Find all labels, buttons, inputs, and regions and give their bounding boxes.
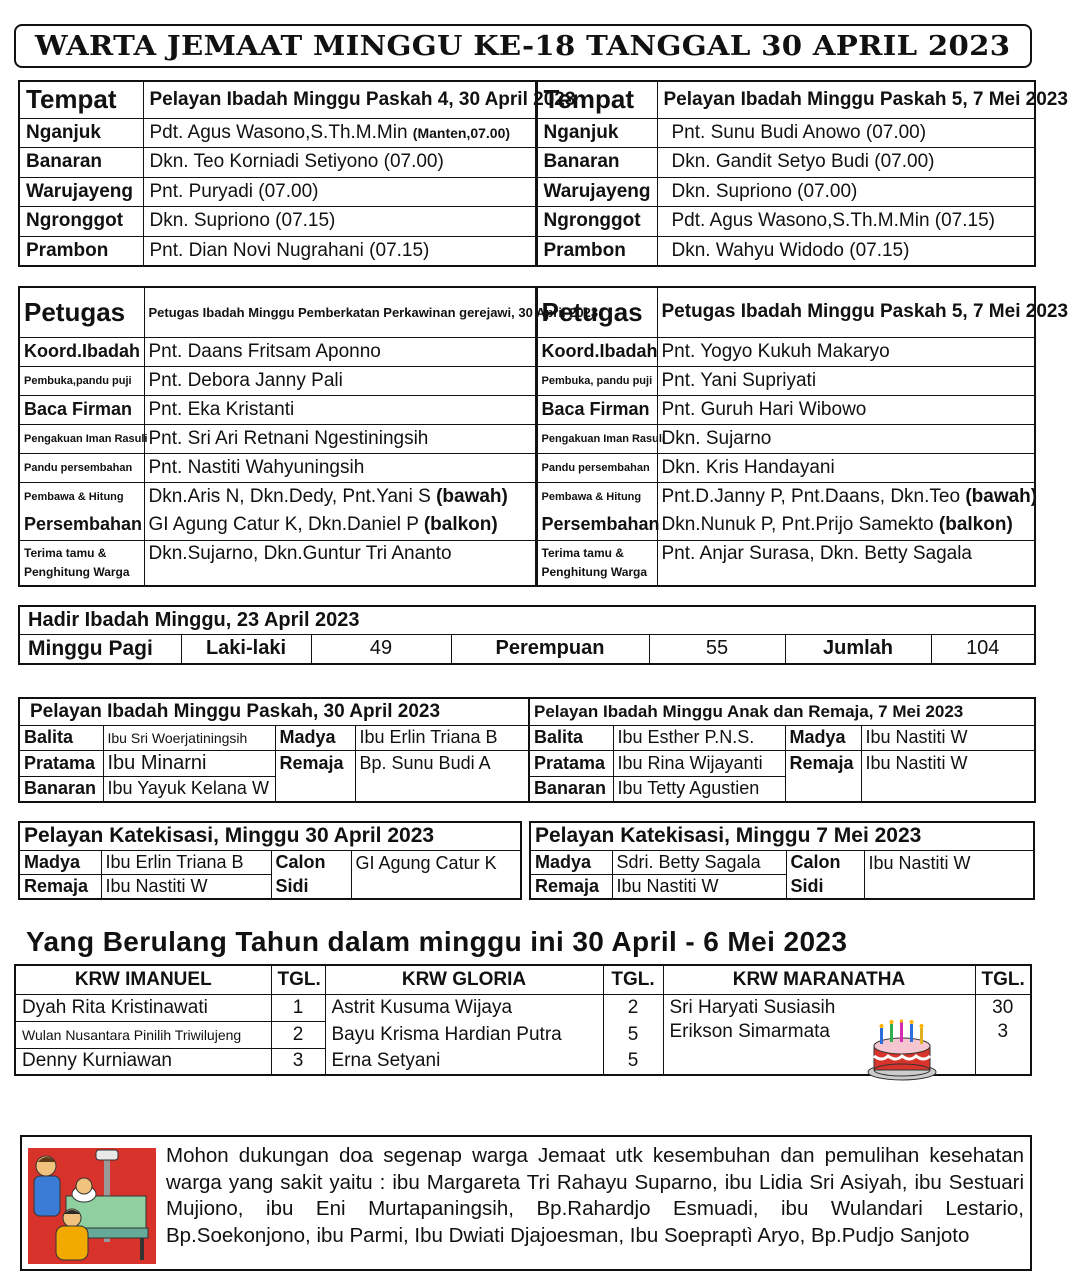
location: Ngronggot	[536, 207, 657, 237]
petugas-row	[19, 424, 1035, 453]
tgl-header: TGL.	[975, 965, 1031, 994]
value: Bp. Sunu Budi A	[355, 751, 529, 802]
total-count: 104	[931, 634, 1035, 664]
name: Bayu Krisma Hardian Putra	[325, 1021, 603, 1048]
katekisasi-title: Pelayan Katekisasi, Minggu 30 April 2023	[19, 822, 521, 850]
petugas-desc-left: Petugas Ibadah Minggu Pemberkatan Perkawinan gerejawi, 30 April 2023	[144, 287, 536, 337]
katekisasi-title: Pelayan Katekisasi, Minggu 7 Mei 2023	[530, 822, 1034, 850]
officer: Pnt. Guruh Hari Wibowo	[657, 395, 1035, 424]
pelayan: Dkn. Supriono (07.00)	[657, 177, 1035, 207]
location: Prambon	[19, 236, 143, 266]
role-label: Terima tamu & Penghitung Warga	[19, 540, 144, 586]
petugas-row	[19, 366, 1035, 395]
katekisasi-left	[18, 821, 522, 900]
label-pratama: Pratama	[529, 751, 613, 777]
role-label: Pembuka, pandu puji	[536, 366, 657, 395]
pelayan-anak-right	[528, 697, 1036, 803]
label-sidi: Sidi	[271, 875, 351, 900]
label-banaran: Banaran	[529, 776, 613, 802]
date: 2	[603, 994, 663, 1021]
location: Prambon	[536, 236, 657, 266]
role-label: Koord.Ibadah	[19, 337, 144, 366]
date: 2	[271, 1021, 325, 1048]
value: Ibu Rina Wijayanti	[613, 751, 785, 777]
date: 1	[271, 994, 325, 1021]
role-label: Pandu persembahan	[536, 453, 657, 482]
value: Ibu Nastiti W	[861, 751, 1035, 802]
label-remaja: Remaja	[275, 751, 355, 802]
petugas-row	[19, 453, 1035, 482]
location: Nganjuk	[19, 118, 143, 148]
pelayan: Dkn. Wahyu Widodo (07.15)	[657, 236, 1035, 266]
label-calon: Calon	[271, 850, 351, 875]
pelayan: Pdt. Agus Wasono,S.Th.M.Min (07.15)	[657, 207, 1035, 237]
female-count: 55	[649, 634, 785, 664]
pelayan-title: Pelayan Ibadah Minggu Anak dan Remaja, 7 Mei 2023	[529, 698, 1035, 725]
role-label: Pengakuan Iman Rasuli	[536, 424, 657, 453]
tempat-row	[19, 118, 1035, 148]
location: Banaran	[536, 148, 657, 178]
value: Ibu Nastiti W	[101, 875, 271, 900]
officer: Pnt.D.Janny P, Pnt.Daans, Dkn.Teo (bawah) Dkn.Nunuk P, Pnt.Prijo Samekto (balkon)	[657, 482, 1035, 540]
total-label: Jumlah	[785, 634, 931, 664]
officer: Pnt. Daans Fritsam Aponno	[144, 337, 536, 366]
value: Ibu Minarni	[103, 751, 275, 777]
officer: Pnt. Anjar Surasa, Dkn. Betty Sagala	[657, 540, 1035, 586]
tgl-header: TGL.	[271, 965, 325, 994]
name: Wulan Nusantara Pinilih Triwilujeng	[15, 1021, 271, 1048]
location: Warujayeng	[19, 177, 143, 207]
tempat-header-right: Tempat	[536, 81, 657, 118]
officer: Pnt. Yani Supriyati	[657, 366, 1035, 395]
tempat-row	[19, 236, 1035, 266]
value: Ibu Nastiti W	[861, 725, 1035, 751]
krw-gloria-header: KRW GLORIA	[325, 965, 603, 994]
value: Ibu Tetty Agustien	[613, 776, 785, 802]
name: Erikson Simarmata	[663, 1021, 975, 1048]
name: Astrit Kusuma Wijaya	[325, 994, 603, 1021]
tempat-desc-right: Pelayan Ibadah Minggu Paskah 5, 7 Mei 2023	[657, 81, 1035, 118]
pelayan-note: (Manten,07.00)	[412, 124, 511, 141]
value: Ibu Nastiti W	[612, 875, 786, 900]
role-label: Pengakuan Iman Rasuli	[19, 424, 144, 453]
birthday-cake-icon	[866, 1020, 938, 1082]
value: GI Agung Catur K	[351, 850, 521, 899]
pelayan: Dkn. Teo Korniadi Setiyono (07.00)	[143, 148, 536, 178]
hadir-title: Hadir Ibadah Minggu, 23 April 2023	[19, 606, 1035, 634]
label-calon: Calon	[786, 850, 864, 875]
tempat-row	[19, 148, 1035, 178]
date: 5	[603, 1021, 663, 1048]
role-label: Koord.Ibadah	[536, 337, 657, 366]
name: Erna Setyani	[325, 1048, 603, 1075]
value: Ibu Sri Woerjatiningsih	[103, 725, 275, 751]
officer: Pnt. Eka Kristanti	[144, 395, 536, 424]
label-madya: Madya	[275, 725, 355, 751]
location: Banaran	[19, 148, 143, 178]
krw-maranatha-header: KRW MARANATHA	[663, 965, 975, 994]
date: 3	[271, 1048, 325, 1075]
role-label: Terima tamu & Penghitung Warga	[536, 540, 657, 586]
hospital-patient-icon	[26, 1140, 158, 1266]
label-pratama: Pratama	[19, 751, 103, 777]
pelayan-anak-left	[18, 697, 530, 803]
petugas-row-terima	[19, 540, 1035, 586]
tempat-row	[19, 177, 1035, 207]
date: 30	[975, 994, 1031, 1021]
prayer-text: Mohon dukungan doa segenap warga Jemaat utk kesembuhan dan pemulihan kesehatan warga yang sakit yaitu : ibu Margareta Tri Rahayu Suparno, ibu Lidia Sri Asiyah, ibu Sestuari Mujiono, ibu Eni Murtapaningsih, Bp.Rahardjo Esmuadi, ibu Wulandari Lestario, Bp.Soekonjono, ibu Parmi, Ibu Dwiati Djajoesman, Ibu Soepraptì Aryo, Bp.Pudjo Sanjoto	[166, 1144, 1024, 1247]
officer: Pnt. Debora Janny Pali	[144, 366, 536, 395]
role-label: Pembawa & Hitung Persembahan	[536, 482, 657, 540]
value: Sdri. Betty Sagala	[612, 850, 786, 875]
hadir-table	[18, 605, 1036, 665]
label-remaja: Remaja	[785, 751, 861, 802]
petugas-desc-right: Petugas Ibadah Minggu Paskah 5, 7 Mei 2023	[657, 287, 1035, 337]
name: Denny Kurniawan	[15, 1048, 271, 1075]
page-title: WARTA JEMAAT MINGGU KE-18 TANGGAL 30 APRIL 2023	[35, 31, 1011, 62]
male-count: 49	[311, 634, 451, 664]
value: Ibu Yayuk Kelana W	[103, 776, 275, 802]
officer: Pnt. Yogyo Kukuh Makaryo	[657, 337, 1035, 366]
hadir-label: Minggu Pagi	[19, 634, 181, 664]
pelayan: Pdt. Agus Wasono,S.Th.M.Min (Manten,07.00)	[143, 118, 536, 148]
role-label: Pembuka,pandu puji	[19, 366, 144, 395]
date	[975, 1048, 1031, 1075]
krw-imanuel-header: KRW IMANUEL	[15, 965, 271, 994]
pelayan-title: Pelayan Ibadah Minggu Paskah, 30 April 2023	[19, 698, 529, 725]
label-remaja: Remaja	[530, 875, 612, 900]
label-madya: Madya	[785, 725, 861, 751]
tempat-header-left: Tempat	[19, 81, 143, 118]
role-label: Pembawa & Hitung Persembahan	[19, 482, 144, 540]
petugas-header-right: Petugas	[536, 287, 657, 337]
label-balita: Balita	[529, 725, 613, 751]
petugas-row	[19, 337, 1035, 366]
petugas-table	[18, 286, 1068, 587]
pelayan: Dkn. Gandit Setyo Budi (07.00)	[657, 148, 1035, 178]
female-label: Perempuan	[451, 634, 649, 664]
value: Ibu Erlin Triana B	[101, 850, 271, 875]
katekisasi-right	[529, 821, 1035, 900]
pelayan: Pnt. Puryadi (07.00)	[143, 177, 536, 207]
role-label: Pandu persembahan	[19, 453, 144, 482]
label-banaran: Banaran	[19, 776, 103, 802]
tempat-table	[18, 80, 1068, 267]
officer: Pnt. Nastiti Wahyuningsih	[144, 453, 536, 482]
male-label: Laki-laki	[181, 634, 311, 664]
pelayan: Pnt. Dian Novi Nugrahani (07.15)	[143, 236, 536, 266]
name: Sri Haryati Susiasih	[663, 994, 975, 1021]
tempat-desc-left: Pelayan Ibadah Minggu Paskah 4, 30 April 2023	[143, 81, 536, 118]
date: 3	[975, 1021, 1031, 1048]
tgl-header: TGL.	[603, 965, 663, 994]
petugas-row	[19, 395, 1035, 424]
label-sidi: Sidi	[786, 875, 864, 900]
label-madya: Madya	[19, 850, 101, 875]
role-label: Baca Firman	[19, 395, 144, 424]
location: Warujayeng	[536, 177, 657, 207]
officer: Pnt. Sri Ari Retnani Ngestiningsih	[144, 424, 536, 453]
role-label: Baca Firman	[536, 395, 657, 424]
label-madya: Madya	[530, 850, 612, 875]
value: Ibu Erlin Triana B	[355, 725, 529, 751]
value: Ibu Nastiti W	[864, 850, 1034, 899]
pelayan: Pnt. Sunu Budi Anowo (07.00)	[657, 118, 1035, 148]
officer: Dkn.Sujarno, Dkn.Guntur Tri Ananto	[144, 540, 536, 586]
location: Nganjuk	[536, 118, 657, 148]
birthday-heading: Yang Berulang Tahun dalam minggu ini 30 April - 6 Mei 2023	[26, 926, 848, 957]
date: 5	[603, 1048, 663, 1075]
tempat-row	[19, 207, 1035, 237]
officer: Dkn. Sujarno	[657, 424, 1035, 453]
petugas-row-pembawa	[19, 482, 1035, 540]
pelayan: Dkn. Supriono (07.15)	[143, 207, 536, 237]
label-balita: Balita	[19, 725, 103, 751]
title-box	[14, 24, 1032, 68]
location: Ngronggot	[19, 207, 143, 237]
petugas-header-left: Petugas	[19, 287, 144, 337]
label-remaja: Remaja	[19, 875, 101, 900]
value: Ibu Esther P.N.S.	[613, 725, 785, 751]
officer: Dkn.Aris N, Dkn.Dedy, Pnt.Yani S (bawah) GI Agung Catur K, Dkn.Daniel P (balkon)	[144, 482, 536, 540]
officer: Dkn. Kris Handayani	[657, 453, 1035, 482]
name: Dyah Rita Kristinawati	[15, 994, 271, 1021]
birthday-row	[15, 994, 1031, 1021]
